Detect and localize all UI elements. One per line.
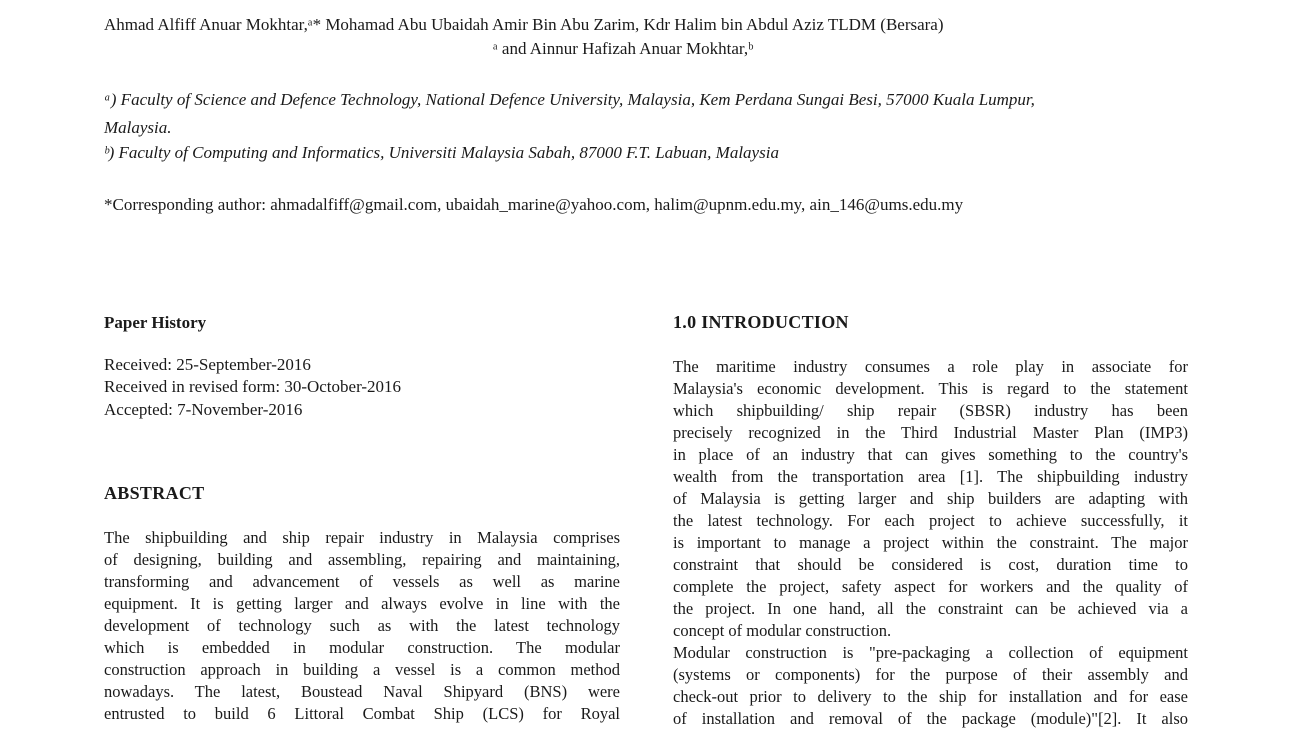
intro-line: Malaysia's economic development. This is regard to the statement xyxy=(673,379,1188,398)
intro-line: in place of an industry that can gives something to the country's xyxy=(673,445,1188,464)
intro-line: is important to manage a project within the constraint. The major xyxy=(673,533,1188,552)
intro-line: The maritime industry consumes a role play in associate for xyxy=(673,357,1188,376)
intro-line: the project. In one hand, all the constraint can be achieved via a xyxy=(673,599,1188,618)
author-line-1: Ahmad Alfiff Anuar Mokhtar,ᵃ* Mohamad Abu Ubaidah Amir Bin Abu Zarim, Kdr Halim bin Abdul Aziz TLDM (Bersara) xyxy=(104,15,944,34)
intro-line: complete the project, safety aspect for workers and the quality of xyxy=(673,577,1188,596)
abstract-line: equipment. It is getting larger and always evolve in line with the xyxy=(104,594,620,613)
abstract-line: development of technology such as with the latest technology xyxy=(104,616,620,635)
intro-line: of Malaysia is getting larger and ship builders are adapting with xyxy=(673,489,1188,508)
corresponding-author: *Corresponding author: ahmadalfiff@gmail.com, ubaidah_marine@yahoo.com, halim@upnm.edu.my, ain_146@ums.edu.my xyxy=(104,195,964,214)
intro-line: constraint that should be considered is cost, duration time to xyxy=(673,555,1188,574)
affiliation-a-line-1: ᵃ) Faculty of Science and Defence Technology, National Defence University, Malaysia, Kem Perdana Sungai Besi, 57000 Kuala Lumpur, xyxy=(104,90,1035,109)
intro-line: the latest technology. For each project to achieve successfully, it xyxy=(673,511,1188,530)
abstract-line: which is embedded in modular construction. The modular xyxy=(104,638,620,657)
abstract-line: entrusted to build 6 Littoral Combat Ship (LCS) for Royal xyxy=(104,704,620,723)
intro-line: Modular construction is "pre-packaging a collection of equipment xyxy=(673,643,1188,662)
revised-date: Received in revised form: 30-October-2016 xyxy=(104,377,402,396)
intro-line: precisely recognized in the Third Industrial Master Plan (IMP3) xyxy=(673,423,1188,442)
intro-line: wealth from the transportation area [1]. The shipbuilding industry xyxy=(673,467,1188,486)
intro-line: (systems or components) for the purpose of their assembly and xyxy=(673,665,1188,684)
introduction-body xyxy=(673,356,1188,730)
accepted-date: Accepted: 7-November-2016 xyxy=(104,400,303,419)
received-date: Received: 25-September-2016 xyxy=(104,355,311,374)
abstract-body xyxy=(104,527,620,725)
intro-line: check-out prior to delivery to the ship for installation and for ease xyxy=(673,687,1188,706)
abstract-heading: ABSTRACT xyxy=(104,483,205,503)
abstract-line: transforming and advancement of vessels as well as marine xyxy=(104,572,620,591)
affiliation-b-line-1: ᵇ) Faculty of Computing and Informatics, Universiti Malaysia Sabah, 87000 F.T. Labuan, Malaysia xyxy=(104,143,779,162)
intro-line: of installation and removal of the package (module)"[2]. It also xyxy=(673,709,1188,728)
abstract-line: of designing, building and assembling, repairing and maintaining, xyxy=(104,550,620,569)
intro-line: concept of modular construction. xyxy=(673,621,892,640)
abstract-line: nowadays. The latest, Boustead Naval Shipyard (BNS) were xyxy=(104,682,620,701)
abstract-line: The shipbuilding and ship repair industry in Malaysia comprises xyxy=(104,528,620,547)
author-line-2: ᵃ and Ainnur Hafizah Anuar Mokhtar,ᵇ xyxy=(493,39,754,58)
introduction-heading: 1.0 INTRODUCTION xyxy=(673,312,849,332)
affiliation-a-line-2: Malaysia. xyxy=(104,118,172,137)
intro-line: which shipbuilding/ ship repair (SBSR) industry has been xyxy=(673,401,1188,420)
paper-history-heading: Paper History xyxy=(104,313,207,332)
abstract-line: construction approach in building a vessel is a common method xyxy=(104,660,620,679)
